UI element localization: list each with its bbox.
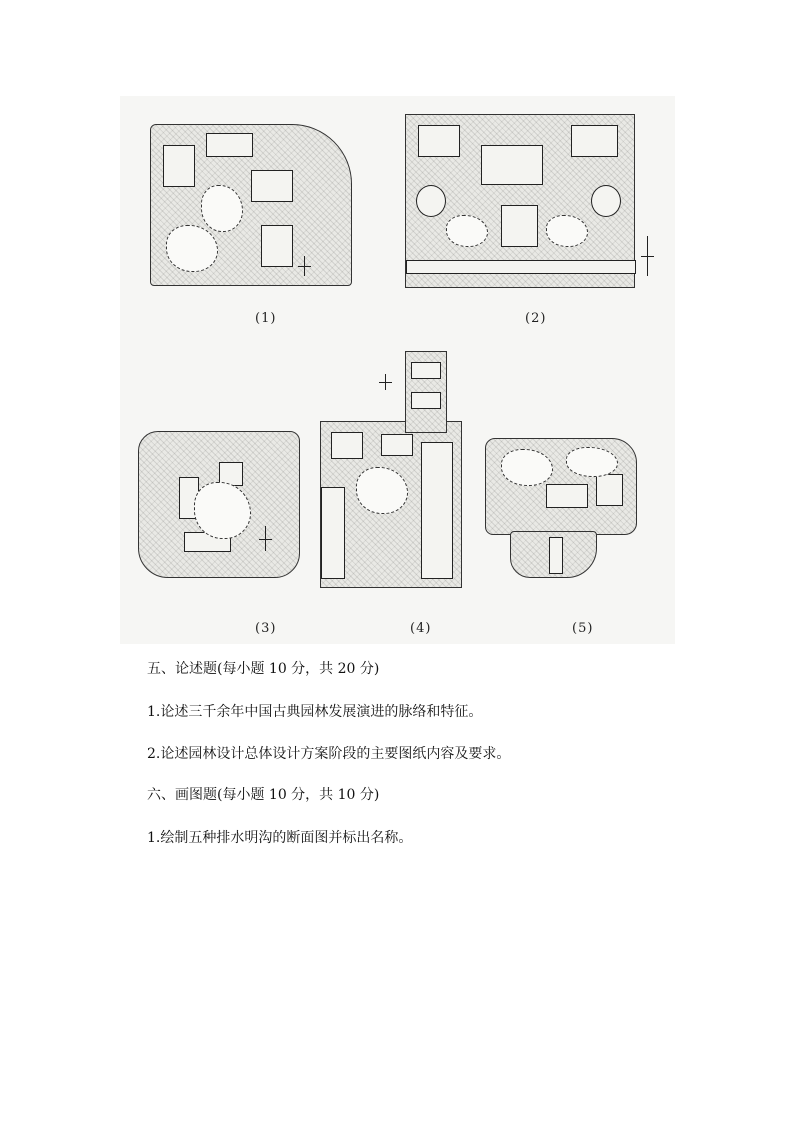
section-6-heading: 六、画图题(每小题 10 分，共 10 分) xyxy=(147,787,380,803)
garden-plan-2 xyxy=(405,114,635,288)
garden-plan-1 xyxy=(150,124,352,286)
garden-plans-figure xyxy=(120,96,675,644)
garden-plan-5 xyxy=(485,438,637,535)
garden-plan-4 xyxy=(320,421,462,588)
garden-plan-3 xyxy=(138,431,300,578)
section-6-question-1: 1.绘制五种排水明沟的断面图并标出名称。 xyxy=(147,830,413,846)
figure-caption-4: (4) xyxy=(410,621,432,636)
garden-plan-4-extension xyxy=(405,351,447,433)
section-5-question-1: 1.论述三千余年中国古典园林发展演进的脉络和特征。 xyxy=(147,704,483,720)
figure-caption-3: (3) xyxy=(255,621,277,636)
section-5-question-2: 2.论述园林设计总体设计方案阶段的主要图纸内容及要求。 xyxy=(147,746,511,762)
north-arrow-icon xyxy=(647,236,648,276)
garden-plan-5-south xyxy=(510,531,597,578)
north-arrow-icon xyxy=(304,256,305,276)
figure-caption-5: (5) xyxy=(572,621,594,636)
north-arrow-icon xyxy=(385,374,386,390)
north-arrow-icon xyxy=(265,526,266,551)
section-5-heading: 五、论述题(每小题 10 分，共 20 分) xyxy=(147,661,380,677)
figure-caption-1: (1) xyxy=(255,311,277,326)
figure-caption-2: (2) xyxy=(525,311,547,326)
